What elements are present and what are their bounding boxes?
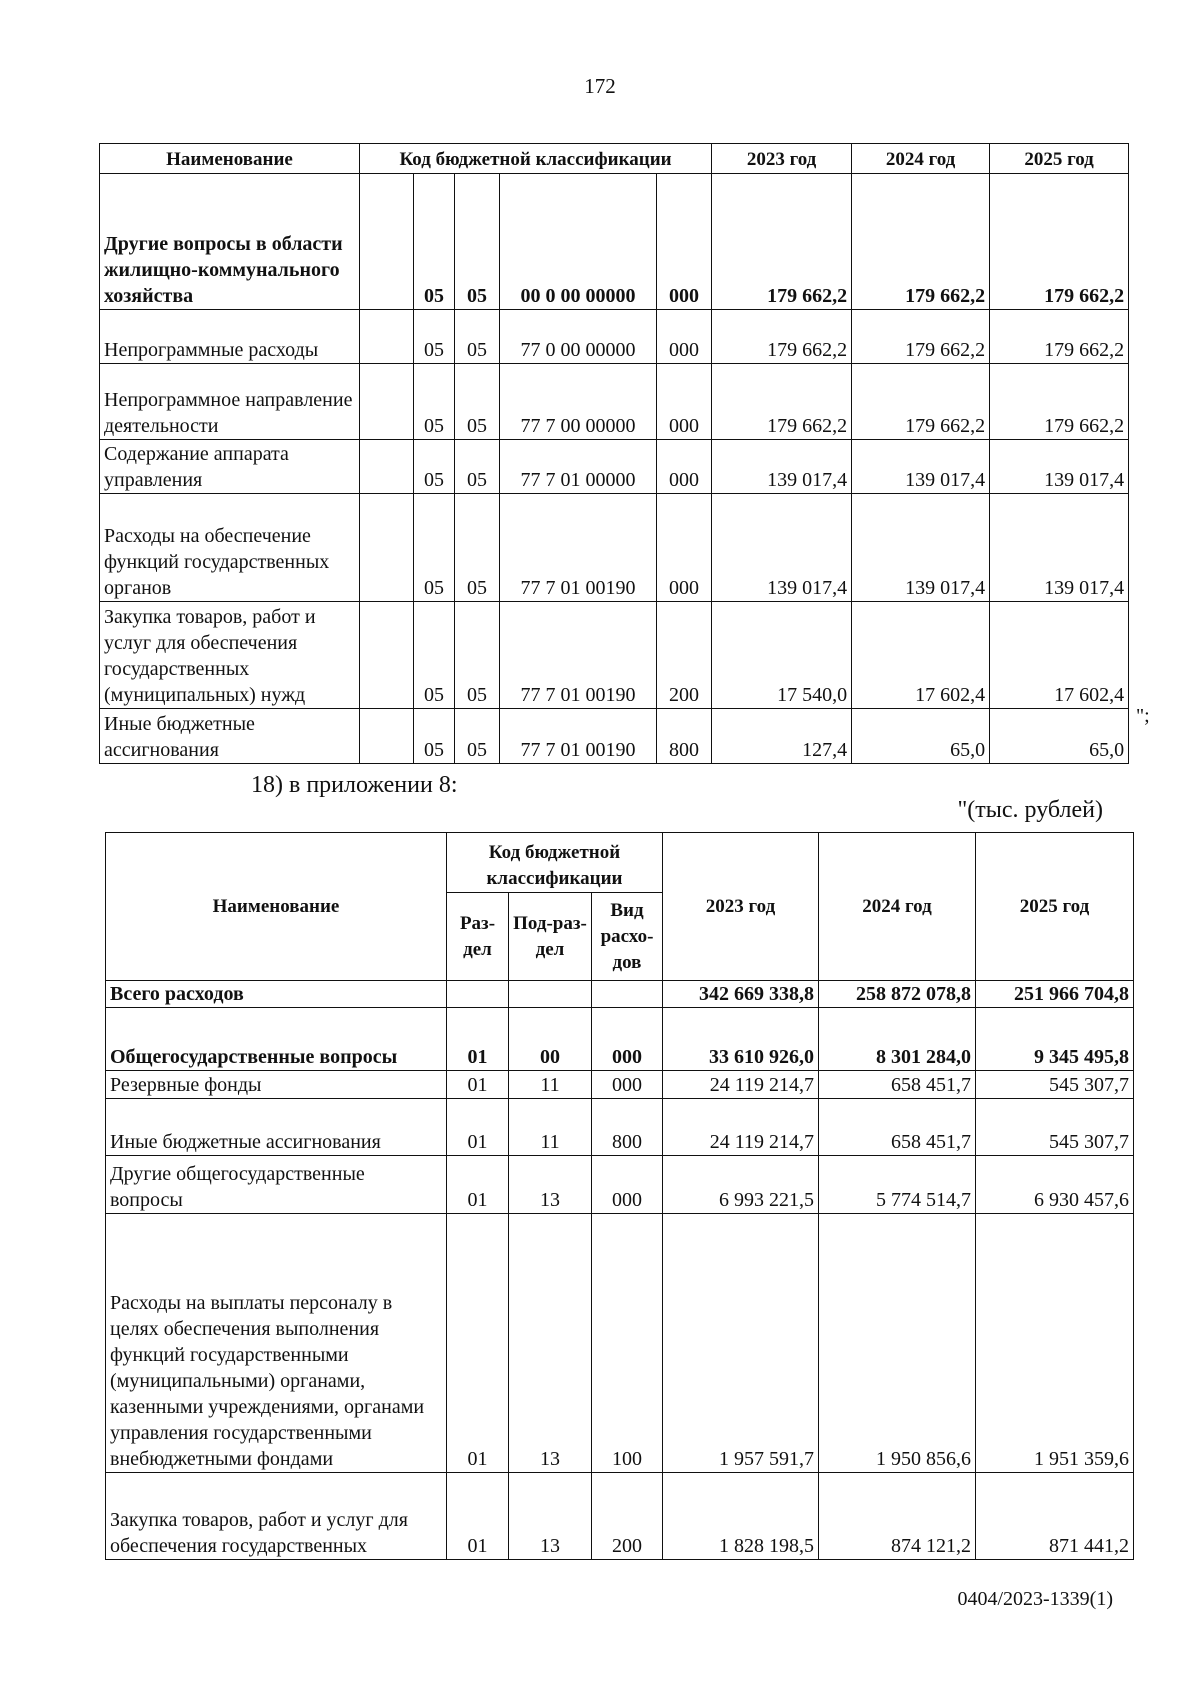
value-2025: 139 017,4	[990, 440, 1129, 494]
value-2023: 139 017,4	[712, 440, 852, 494]
value-2023: 1 957 591,7	[663, 1214, 819, 1473]
value-2024: 258 872 078,8	[819, 981, 976, 1008]
header-name: Наименование	[106, 833, 447, 981]
value-2024: 179 662,2	[852, 364, 990, 440]
closing-quote: ";	[1136, 705, 1150, 727]
table-row	[106, 1473, 1134, 1560]
podrazdel: 05	[455, 440, 500, 494]
header-code: Код бюджетной классификации	[360, 144, 712, 174]
expense-type: 000	[657, 310, 712, 364]
podrazdel: 05	[455, 364, 500, 440]
expense-type: 200	[657, 602, 712, 709]
expense-type: 000	[657, 364, 712, 440]
empty-cell	[360, 709, 414, 764]
podrazdel	[509, 981, 592, 1008]
header-vid-raskhodov: Вид расхо-дов	[592, 893, 663, 981]
row-name: Другие общегосударственные вопросы	[106, 1156, 447, 1214]
target-article: 77 7 01 00190	[500, 494, 657, 602]
header-razdel: Раз-дел	[447, 893, 509, 981]
value-2024: 179 662,2	[852, 310, 990, 364]
row-name: Другие вопросы в области жилищно-коммунального хозяйства	[100, 174, 360, 310]
table-row	[106, 981, 1134, 1008]
row-name: Закупка товаров, работ и услуг для обеспечения государственных (муниципальных) нужд	[100, 602, 360, 709]
podrazdel: 05	[455, 174, 500, 310]
value-2023: 33 610 926,0	[663, 1008, 819, 1071]
podrazdel: 11	[509, 1099, 592, 1156]
value-2025: 9 345 495,8	[976, 1008, 1134, 1071]
row-name: Содержание аппарата управления	[100, 440, 360, 494]
header-2025: 2025 год	[990, 144, 1129, 174]
value-2025: 6 930 457,6	[976, 1156, 1134, 1214]
value-2024: 17 602,4	[852, 602, 990, 709]
razdel: 05	[414, 602, 455, 709]
row-name: Закупка товаров, работ и услуг для обеспечения государственных	[106, 1473, 447, 1560]
value-2023: 24 119 214,7	[663, 1071, 819, 1099]
value-2025: 545 307,7	[976, 1099, 1134, 1156]
value-2024: 5 774 514,7	[819, 1156, 976, 1214]
value-2024: 179 662,2	[852, 174, 990, 310]
header-code: Код бюджетной классификации	[447, 833, 663, 893]
expense-type: 000	[657, 440, 712, 494]
empty-cell	[360, 174, 414, 310]
value-2025: 871 441,2	[976, 1473, 1134, 1560]
target-article: 77 7 01 00000	[500, 440, 657, 494]
empty-cell	[360, 310, 414, 364]
header-podrazdel: Под-раз-дел	[509, 893, 592, 981]
row-name: Общегосударственные вопросы	[106, 1008, 447, 1071]
budget-table-continuation	[99, 143, 1129, 764]
razdel: 05	[414, 310, 455, 364]
empty-cell	[360, 440, 414, 494]
table-row	[106, 1008, 1134, 1071]
table-row	[106, 1214, 1134, 1473]
value-2024: 65,0	[852, 709, 990, 764]
table-row	[100, 709, 1129, 764]
row-name: Резервные фонды	[106, 1071, 447, 1099]
expense-type: 000	[657, 174, 712, 310]
value-2024: 874 121,2	[819, 1473, 976, 1560]
expense-type: 000	[657, 494, 712, 602]
value-2024: 658 451,7	[819, 1099, 976, 1156]
header-2023: 2023 год	[712, 144, 852, 174]
table-row	[106, 1156, 1134, 1214]
table-row	[100, 602, 1129, 709]
value-2023: 342 669 338,8	[663, 981, 819, 1008]
table-row	[100, 494, 1129, 602]
value-2023: 6 993 221,5	[663, 1156, 819, 1214]
table-row	[100, 364, 1129, 440]
row-name: Непрограммные расходы	[100, 310, 360, 364]
value-2025: 65,0	[990, 709, 1129, 764]
razdel: 05	[414, 709, 455, 764]
expense-type: 100	[592, 1214, 663, 1473]
razdel: 01	[447, 1214, 509, 1473]
value-2023: 24 119 214,7	[663, 1099, 819, 1156]
table-row	[106, 1071, 1134, 1099]
units-note: "(тыс. рублей)	[957, 797, 1103, 823]
expense-type: 000	[592, 1071, 663, 1099]
value-2023: 179 662,2	[712, 310, 852, 364]
value-2024: 658 451,7	[819, 1071, 976, 1099]
razdel: 01	[447, 1099, 509, 1156]
row-name: Расходы на выплаты персоналу в целях обеспечения выполнения функций государственными (муниципальными) органами, казенными учреждениями, органами управления государственными внебюджетными фондами	[106, 1214, 447, 1473]
value-2023: 127,4	[712, 709, 852, 764]
razdel	[447, 981, 509, 1008]
value-2024: 1 950 856,6	[819, 1214, 976, 1473]
header-name: Наименование	[100, 144, 360, 174]
table-row	[100, 440, 1129, 494]
value-2025: 251 966 704,8	[976, 981, 1134, 1008]
expense-type: 800	[657, 709, 712, 764]
target-article: 77 7 01 00190	[500, 709, 657, 764]
target-article: 77 7 00 00000	[500, 364, 657, 440]
section-heading: 18) в приложении 8:	[251, 772, 458, 798]
target-article: 00 0 00 00000	[500, 174, 657, 310]
empty-cell	[360, 602, 414, 709]
razdel: 01	[447, 1473, 509, 1560]
table-row	[100, 310, 1129, 364]
header-2024: 2024 год	[852, 144, 990, 174]
podrazdel: 13	[509, 1473, 592, 1560]
empty-cell	[360, 494, 414, 602]
table-row	[100, 174, 1129, 310]
page-number: 172	[584, 74, 616, 98]
razdel: 05	[414, 440, 455, 494]
empty-cell	[360, 364, 414, 440]
budget-table-appendix-8	[105, 832, 1134, 1560]
razdel: 01	[447, 1008, 509, 1071]
expense-type: 000	[592, 1156, 663, 1214]
value-2025: 179 662,2	[990, 174, 1129, 310]
value-2025: 139 017,4	[990, 494, 1129, 602]
expense-type: 200	[592, 1473, 663, 1560]
podrazdel: 05	[455, 310, 500, 364]
row-name: Непрограммное направление деятельности	[100, 364, 360, 440]
expense-type: 000	[592, 1008, 663, 1071]
podrazdel: 13	[509, 1214, 592, 1473]
row-name: Иные бюджетные ассигнования	[100, 709, 360, 764]
podrazdel: 13	[509, 1156, 592, 1214]
value-2025: 179 662,2	[990, 310, 1129, 364]
podrazdel: 05	[455, 494, 500, 602]
row-name: Иные бюджетные ассигнования	[106, 1099, 447, 1156]
razdel: 01	[447, 1156, 509, 1214]
row-name: Расходы на обеспечение функций государственных органов	[100, 494, 360, 602]
value-2023: 139 017,4	[712, 494, 852, 602]
value-2024: 139 017,4	[852, 440, 990, 494]
header-2024: 2024 год	[819, 833, 976, 981]
row-name: Всего расходов	[106, 981, 447, 1008]
value-2023: 17 540,0	[712, 602, 852, 709]
header-2025: 2025 год	[976, 833, 1134, 981]
value-2025: 179 662,2	[990, 364, 1129, 440]
value-2023: 179 662,2	[712, 364, 852, 440]
razdel: 05	[414, 174, 455, 310]
target-article: 77 0 00 00000	[500, 310, 657, 364]
table-row	[106, 1099, 1134, 1156]
expense-type: 800	[592, 1099, 663, 1156]
podrazdel: 11	[509, 1071, 592, 1099]
value-2025: 545 307,7	[976, 1071, 1134, 1099]
value-2024: 8 301 284,0	[819, 1008, 976, 1071]
expense-type	[592, 981, 663, 1008]
podrazdel: 05	[455, 709, 500, 764]
value-2023: 1 828 198,5	[663, 1473, 819, 1560]
value-2025: 17 602,4	[990, 602, 1129, 709]
razdel: 01	[447, 1071, 509, 1099]
razdel: 05	[414, 494, 455, 602]
value-2025: 1 951 359,6	[976, 1214, 1134, 1473]
value-2023: 179 662,2	[712, 174, 852, 310]
razdel: 05	[414, 364, 455, 440]
header-2023: 2023 год	[663, 833, 819, 981]
target-article: 77 7 01 00190	[500, 602, 657, 709]
podrazdel: 00	[509, 1008, 592, 1071]
value-2024: 139 017,4	[852, 494, 990, 602]
document-code: 0404/2023-1339(1)	[957, 1588, 1113, 1610]
podrazdel: 05	[455, 602, 500, 709]
